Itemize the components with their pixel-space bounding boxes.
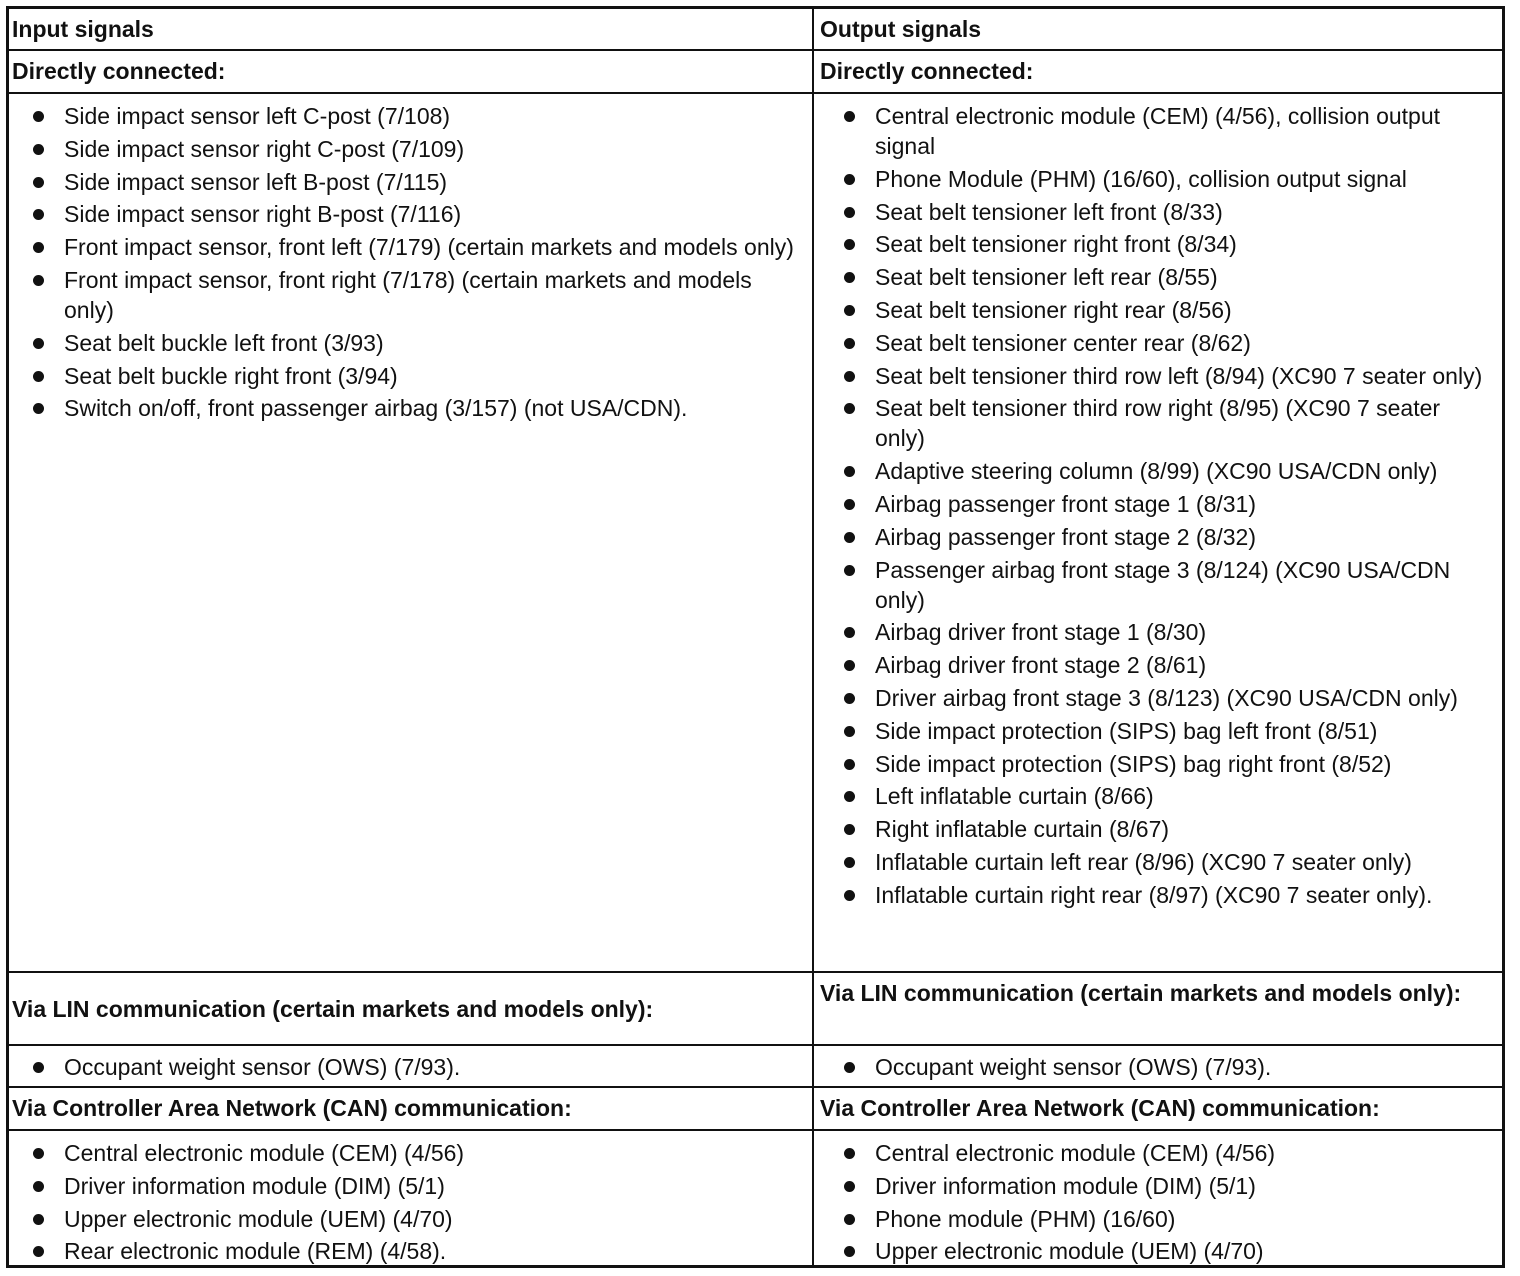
output-lin-cell bbox=[814, 1046, 1502, 1086]
list-item: Inflatable curtain right rear (8/97) (XC90 7 seater only). bbox=[820, 880, 1494, 910]
input-lin-list bbox=[12, 1052, 804, 1082]
output-direct-list bbox=[820, 101, 1494, 910]
output-can-cell bbox=[814, 1131, 1502, 1265]
output-signals-title: Output signals bbox=[820, 16, 981, 42]
list-item: Central electronic module (CEM) (4/56) bbox=[12, 1138, 804, 1168]
list-item: Adaptive steering column (8/99) (XC90 USA/CDN only) bbox=[820, 456, 1494, 486]
list-item: Upper electronic module (UEM) (4/70) bbox=[820, 1236, 1494, 1266]
input-direct-cell bbox=[9, 94, 814, 971]
input-can-heading: Via Controller Area Network (CAN) communication: bbox=[9, 1088, 814, 1129]
list-item: Seat belt tensioner third row left (8/94) (XC90 7 seater only) bbox=[820, 361, 1494, 391]
output-can-list bbox=[820, 1138, 1494, 1266]
list-item: Switch on/off, front passenger airbag (3/157) (not USA/CDN). bbox=[12, 393, 804, 423]
list-item: Upper electronic module (UEM) (4/70) bbox=[12, 1204, 804, 1234]
can-list-row bbox=[9, 1131, 1502, 1265]
signals-table bbox=[6, 6, 1505, 1268]
list-item: Airbag driver front stage 1 (8/30) bbox=[820, 617, 1494, 647]
list-item: Seat belt tensioner center rear (8/62) bbox=[820, 328, 1494, 358]
list-item: Side impact sensor left B-post (7/115) bbox=[12, 167, 804, 197]
list-item: Airbag passenger front stage 2 (8/32) bbox=[820, 522, 1494, 552]
list-item: Occupant weight sensor (OWS) (7/93). bbox=[12, 1052, 804, 1082]
input-signals-title: Input signals bbox=[9, 9, 814, 49]
list-item: Passenger airbag front stage 3 (8/124) (XC90 USA/CDN only) bbox=[820, 555, 1494, 615]
can-heading-row bbox=[9, 1088, 1502, 1129]
input-can-list bbox=[12, 1138, 804, 1266]
direct-heading-row bbox=[9, 51, 1502, 92]
list-item: Occupant weight sensor (OWS) (7/93). bbox=[820, 1052, 1494, 1082]
list-item: Central electronic module (CEM) (4/56), collision output signal bbox=[820, 101, 1494, 161]
list-item: Seat belt tensioner third row right (8/95) (XC90 7 seater only) bbox=[820, 393, 1494, 453]
output-lin-list bbox=[820, 1052, 1494, 1082]
list-item: Airbag driver front stage 2 (8/61) bbox=[820, 650, 1494, 680]
input-direct-list bbox=[12, 101, 804, 423]
list-item: Side impact protection (SIPS) bag right front (8/52) bbox=[820, 749, 1494, 779]
list-item: Central electronic module (CEM) (4/56) bbox=[820, 1138, 1494, 1168]
list-item: Seat belt buckle right front (3/94) bbox=[12, 361, 804, 391]
direct-list-row bbox=[9, 94, 1502, 971]
list-item: Left inflatable curtain (8/66) bbox=[820, 781, 1494, 811]
input-direct-heading: Directly connected: bbox=[9, 51, 814, 92]
list-item: Side impact protection (SIPS) bag left front (8/51) bbox=[820, 716, 1494, 746]
lin-list-row bbox=[9, 1046, 1502, 1086]
list-item: Inflatable curtain left rear (8/96) (XC90 7 seater only) bbox=[820, 847, 1494, 877]
list-item: Phone Module (PHM) (16/60), collision output signal bbox=[820, 164, 1494, 194]
list-item: Side impact sensor right B-post (7/116) bbox=[12, 199, 804, 229]
list-item: Airbag passenger front stage 1 (8/31) bbox=[820, 489, 1494, 519]
output-direct-heading: Directly connected: bbox=[820, 58, 1034, 84]
input-can-cell bbox=[9, 1131, 814, 1265]
list-item: Driver information module (DIM) (5/1) bbox=[12, 1171, 804, 1201]
list-item: Front impact sensor, front left (7/179) (certain markets and models only) bbox=[12, 232, 804, 262]
lin-heading-row bbox=[9, 973, 1502, 1044]
list-item: Seat belt buckle left front (3/93) bbox=[12, 328, 804, 358]
input-lin-heading: Via LIN communication (certain markets and models only): bbox=[9, 973, 814, 1044]
title-row bbox=[9, 9, 1502, 49]
list-item: Side impact sensor right C-post (7/109) bbox=[12, 134, 804, 164]
list-item: Side impact sensor left C-post (7/108) bbox=[12, 101, 804, 131]
list-item: Seat belt tensioner left front (8/33) bbox=[820, 197, 1494, 227]
list-item: Right inflatable curtain (8/67) bbox=[820, 814, 1494, 844]
output-can-heading: Via Controller Area Network (CAN) communication: bbox=[820, 1095, 1380, 1121]
output-lin-heading: Via LIN communication (certain markets and models only): bbox=[820, 980, 1462, 1006]
list-item: Driver airbag front stage 3 (8/123) (XC90 USA/CDN only) bbox=[820, 683, 1494, 713]
input-lin-cell bbox=[9, 1046, 814, 1086]
list-item: Phone module (PHM) (16/60) bbox=[820, 1204, 1494, 1234]
list-item: Seat belt tensioner right rear (8/56) bbox=[820, 295, 1494, 325]
output-direct-cell bbox=[814, 94, 1502, 971]
list-item: Rear electronic module (REM) (4/58). bbox=[12, 1236, 804, 1266]
list-item: Driver information module (DIM) (5/1) bbox=[820, 1171, 1494, 1201]
list-item: Front impact sensor, front right (7/178) (certain markets and models only) bbox=[12, 265, 804, 325]
list-item: Seat belt tensioner right front (8/34) bbox=[820, 229, 1494, 259]
list-item: Seat belt tensioner left rear (8/55) bbox=[820, 262, 1494, 292]
